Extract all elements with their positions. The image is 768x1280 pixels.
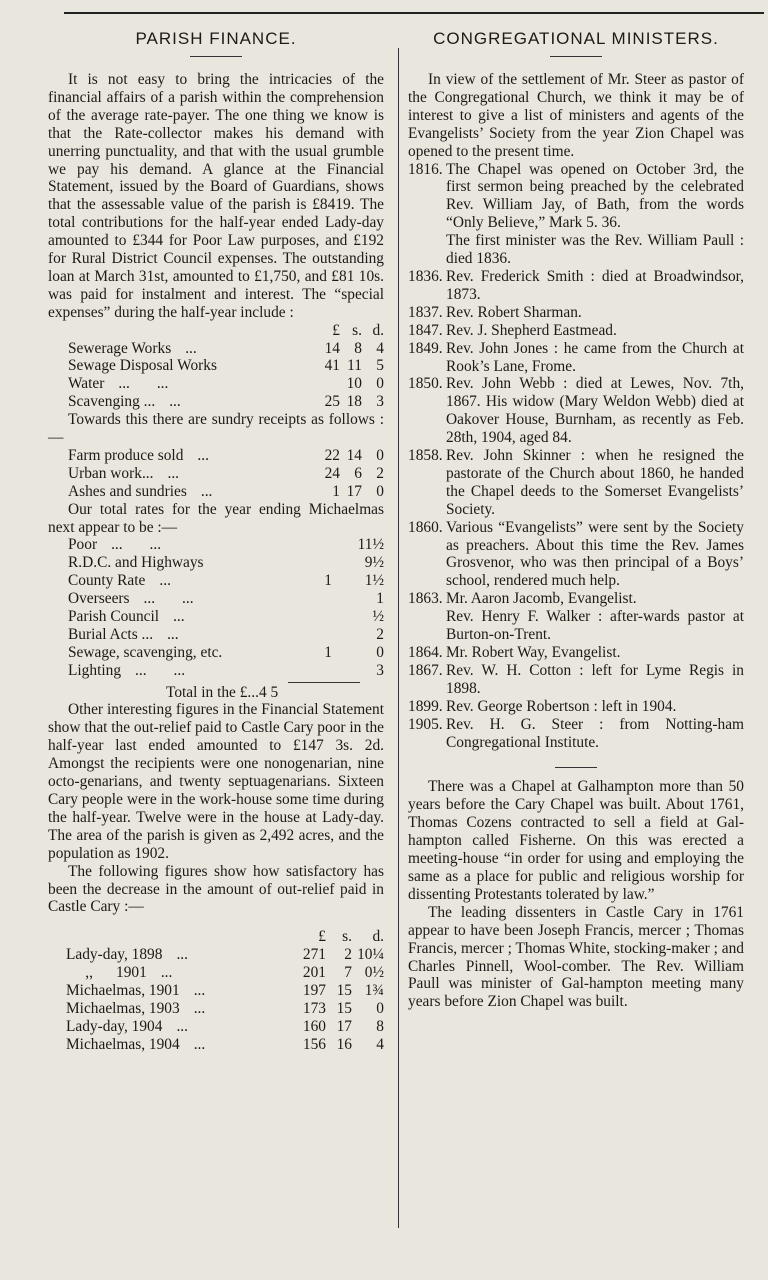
rates-table <box>48 536 384 679</box>
cell-d: 3 <box>376 661 384 679</box>
row-label: Parish Council <box>68 608 160 625</box>
list-item <box>408 519 744 591</box>
receipts-intro: Towards this there are sundry receipts as follows :— <box>48 411 384 447</box>
table-row <box>48 964 384 982</box>
row-label: ,, 1901 <box>66 964 147 982</box>
entry-text: Rev. J. Shepherd Eastmead. <box>446 321 617 339</box>
cell-s <box>312 554 332 572</box>
entry-year: 1905. <box>408 715 443 733</box>
cell-l: 173 <box>302 999 326 1017</box>
table-row <box>48 626 384 644</box>
cell-s: 2 <box>344 946 352 964</box>
table-row <box>48 536 384 554</box>
cell-d: 0 <box>376 643 384 661</box>
cell-s: 17 <box>336 1017 352 1035</box>
cell-d: 0 <box>376 482 384 500</box>
list-item <box>408 716 744 752</box>
relief-header: £ s. d. <box>318 928 384 946</box>
cell-l: 156 <box>302 1035 326 1053</box>
row-dots: ... <box>167 625 179 643</box>
entry-year: 1899. <box>408 697 443 715</box>
row-dots: ... <box>159 572 171 590</box>
row-label: Water <box>68 375 105 393</box>
entry-year: 1860. <box>408 518 443 536</box>
row-label: Lady-day, 1898 <box>66 946 163 964</box>
row-label: Michaelmas, 1901 <box>66 982 180 1000</box>
cell-s: 10 <box>346 375 362 393</box>
cell-d: 9½ <box>364 554 384 572</box>
cell-d: 2 <box>376 625 384 643</box>
cell-l: 24 <box>324 464 340 482</box>
row-dots: ... <box>173 608 185 625</box>
entry-text: Rev. Frederick Smith : died at Broadwindsor, 1873. <box>446 267 744 303</box>
cell-s: 7 <box>344 964 352 982</box>
galhampton-paragraph: There was a Chapel at Galhampton more than 50 years before the Cary Chapel was built. About 1761, Thomas Cozens contracted to sell a field at Gal-hampton called Fisherne. On this was erected a meeting-house “in order for using and employing the same as a place for public and religious worship for dissenting Protestants tolerated by law.” <box>408 778 744 903</box>
table-row <box>48 1036 384 1054</box>
row-label: Lighting <box>68 661 122 679</box>
row-dots: ... <box>167 464 180 482</box>
cell-s <box>312 536 332 554</box>
cell-l: 22 <box>324 446 340 464</box>
row-dots: ... <box>193 1035 206 1053</box>
cell-l: 160 <box>302 1017 326 1035</box>
entry-text: Rev. John Skinner : when he resigned the pastorate of the Church about 1860, he handed the Chapel deeds to the Somerset Evangelists’ Society. <box>446 447 744 518</box>
cell-d: 4 <box>376 1035 384 1053</box>
row-label: Ashes and sundries <box>68 482 187 500</box>
cell-d: 0½ <box>364 964 384 982</box>
relief-table <box>48 946 384 1053</box>
entry-text: Rev. John Webb : died at Lewes, Nov. 7th, 1867. His widow (Mary Weldon Webb) died at Oakover House, Burnham, as recently as Feb. 28th, 1904, aged 84. <box>446 375 744 447</box>
row-label: Sewerage Works <box>68 339 172 357</box>
list-item <box>408 662 744 698</box>
cell-s: 6 <box>354 464 362 482</box>
cell-s <box>312 626 332 644</box>
cell-d: 2 <box>376 464 384 482</box>
row-dots: ... <box>193 982 206 1000</box>
cell-d: 0 <box>376 375 384 393</box>
row-label: Sewage Disposal Works <box>68 357 217 375</box>
row-dots: ... <box>200 482 213 500</box>
row-label: Sewage, scavenging, etc. <box>68 643 223 661</box>
entry-year: 1858. <box>408 447 443 465</box>
list-item <box>408 447 744 519</box>
cell-d: 1½ <box>364 572 384 590</box>
row-dots: ... ... <box>143 590 194 608</box>
entry-year: 1847. <box>408 321 443 339</box>
cell-l: 25 <box>324 393 340 411</box>
finance-intro: It is not easy to bring the intricacies of the financial affairs of a parish within the comprehension of the average rate-payer. The one thing we know is that the Rate-collector makes his demand with unerring punctuality, and that with the usual grumble we pay his demand. A glance at the Financial Statement, issued by the Board of Guardians, shows that the assessable value of the parish is £8419. The total contributions for the half-year ended Lady-day amounted to £344 for Poor Law purposes, and £192 for Rural District Council expenses. The outstanding loan at March 31st, amounted to £1,750, and £81 10s. was paid for instalment and interest. The “special expenses” during the half-year include : <box>48 71 384 321</box>
entry-year: 1837. <box>408 303 443 321</box>
cell-s: 14 <box>346 446 362 464</box>
row-label: Burial Acts ... <box>68 625 154 643</box>
entry-text: Rev. W. H. Cotton : left for Lyme Regis in 1898. <box>446 661 744 697</box>
total-rule <box>288 682 360 683</box>
cell-d: 0 <box>376 999 384 1017</box>
cell-s <box>312 608 332 626</box>
parish-finance-heading: PARISH FINANCE. <box>135 29 297 48</box>
list-item <box>408 644 744 662</box>
heading-rule <box>190 56 242 57</box>
table-row <box>48 644 384 662</box>
cell-s: 1 <box>324 572 332 590</box>
table-row <box>48 946 384 964</box>
other-figures: Other interesting figures in the Financial Statement show that the out-relief paid to Castle Cary poor in the half-year last ended amounted to £147 3s. 2d. Amongst the recipients were one nonogenarian, nine octo-genarians, and twenty septuagenarians. Sixteen Cary people were in the work-house some time during the half-year. Twelve were in the house at Lady-day. The area of the parish is given as 2,492 acres, and the population as 1902. <box>48 701 384 862</box>
section-rule <box>555 767 597 768</box>
row-dots: ... <box>169 393 181 411</box>
cell-d: 5 <box>376 357 384 375</box>
cell-s: 8 <box>354 339 362 357</box>
entry-text: Rev. Robert Sharman. <box>446 303 582 321</box>
row-dots: ... ... <box>111 536 162 554</box>
ministers-heading: CONGREGATIONAL MINISTERS. <box>433 29 719 48</box>
list-item <box>408 268 744 304</box>
cell-l: 41 <box>324 357 340 375</box>
row-dots: ... <box>176 946 188 964</box>
row-label: Urban work... <box>68 464 154 482</box>
row-label: Farm produce sold <box>68 446 184 464</box>
cell-l: 197 <box>302 982 326 1000</box>
cell-d: 11½ <box>357 536 384 554</box>
rates-intro: Our total rates for the year ending Michaelmas next appear to be :— <box>48 500 384 536</box>
cell-l: 201 <box>302 964 326 982</box>
cell-l <box>312 375 340 393</box>
table-row <box>48 447 384 465</box>
cell-s: 18 <box>346 393 362 411</box>
cell-d: 3 <box>376 393 384 411</box>
row-dots: ... <box>160 964 173 982</box>
money-header: £ s. d. <box>332 321 384 339</box>
cell-s: 15 <box>336 982 352 1000</box>
receipts-table <box>48 447 384 501</box>
cell-s: 17 <box>346 482 362 500</box>
entry-year: 1849. <box>408 339 443 357</box>
entry-text: Various “Evangelists” were sent by the Society as preachers. About this time the Rev. James Grosvenor, who was then principal of a Boys’ school, rendered much help. <box>446 518 744 590</box>
row-label: Michaelmas, 1903 <box>66 999 180 1017</box>
cell-d: ½ <box>372 608 384 625</box>
list-item <box>408 161 744 268</box>
row-dots: ... ... <box>135 661 186 679</box>
table-row <box>48 357 384 375</box>
cell-d: 4 <box>376 339 384 357</box>
cell-d: 1¾ <box>364 982 384 1000</box>
table-row <box>48 340 384 358</box>
row-dots: ... <box>197 446 209 464</box>
row-label: Michaelmas, 1904 <box>66 1035 180 1053</box>
entry-text: Mr. Aaron Jacomb, Evangelist. <box>446 590 637 608</box>
row-label: Overseers <box>68 590 130 608</box>
entry-text: Rev. John Jones : he came from the Church at Rook’s Lane, Frome. <box>446 339 744 375</box>
row-dots: ... <box>193 999 206 1017</box>
list-item <box>408 340 744 376</box>
cell-l: 14 <box>324 339 340 357</box>
row-dots: ... <box>176 1017 188 1035</box>
entry-continuation: The first minister was the Rev. William Paull : died 1836. <box>446 232 744 268</box>
table-row <box>48 393 384 411</box>
top-rule <box>64 12 764 14</box>
table-row <box>48 483 384 501</box>
list-item <box>408 322 744 340</box>
entry-year: 1816. <box>408 160 443 178</box>
ministers-list <box>408 161 744 752</box>
ministers-intro: In view of the settlement of Mr. Steer as pastor of the Congregational Church, we think it may be of interest to give a list of ministers and agents of the Evangelists’ Society from the year Zion Chapel was opened to the present time. <box>408 71 744 160</box>
cell-d: 10¼ <box>357 946 384 964</box>
table-row <box>48 465 384 483</box>
cell-l: 1 <box>332 482 340 500</box>
entry-year: 1867. <box>408 661 443 679</box>
entry-year: 1863. <box>408 590 443 608</box>
list-item <box>408 375 744 447</box>
entry-text: Rev. H. G. Steer : from Notting-ham Congregational Institute. <box>446 715 744 751</box>
list-item <box>408 590 744 644</box>
list-item <box>408 698 744 716</box>
cell-d: 1 <box>376 590 384 608</box>
cell-d: 0 <box>376 446 384 464</box>
rates-total: Total in the £...4 5 <box>166 683 279 701</box>
column-divider <box>398 48 399 1228</box>
table-row <box>48 375 384 393</box>
list-item <box>408 304 744 322</box>
cell-l: 271 <box>302 946 326 964</box>
row-label: Lady-day, 1904 <box>66 1017 163 1035</box>
table-row <box>48 608 384 626</box>
cell-s <box>312 662 332 680</box>
table-row <box>48 1000 384 1018</box>
table-row <box>48 662 384 680</box>
entry-year: 1836. <box>408 267 443 285</box>
entry-text: The Chapel was opened on October 3rd, the first sermon being preached by the celebrated Rev. William Jay, of Bath, from the words “Only Believe,” Mark 5. 36. <box>446 160 744 232</box>
entry-text: Mr. Robert Way, Evangelist. <box>446 644 621 661</box>
entry-continuation: Rev. Henry F. Walker : after-wards pastor at Burton-on-Trent. <box>446 608 744 644</box>
relief-intro: The following figures show how satisfactory has been the decrease in the amount of out-relief paid in Castle Cary :— <box>48 862 384 916</box>
row-label: R.D.C. and Highways <box>68 554 204 572</box>
table-row <box>48 982 384 1000</box>
row-dots: ... <box>185 339 197 357</box>
cell-s: 1 <box>324 643 332 661</box>
row-label: Scavenging ... <box>68 393 156 411</box>
row-dots: ... ... <box>118 375 169 393</box>
ministers-column <box>408 28 744 1011</box>
cell-s: 11 <box>347 357 362 375</box>
table-row <box>48 572 384 590</box>
cell-s: 16 <box>336 1035 352 1053</box>
entry-year: 1864. <box>408 644 443 661</box>
row-label: Poor <box>68 536 98 554</box>
row-label: County Rate <box>68 572 146 590</box>
parish-finance-column <box>48 28 384 1054</box>
heading-rule <box>550 56 602 57</box>
table-row <box>48 590 384 608</box>
cell-d: 8 <box>376 1017 384 1035</box>
entry-year: 1850. <box>408 375 443 393</box>
cell-s: 15 <box>336 999 352 1017</box>
table-row <box>48 1018 384 1036</box>
dissenters-paragraph: The leading dissenters in Castle Cary in 1761 appear to have been Joseph Francis, mercer ; Thomas Francis, mercer ; Thomas White, stocking-maker ; and Charles Pinnell, Wool-comber. The Rev. William Paull was minister of Gal-hampton meeting many years before Zion Chapel was built. <box>408 903 744 1011</box>
cell-s <box>312 590 332 608</box>
table-row <box>48 554 384 572</box>
entry-text: Rev. George Robertson : left in 1904. <box>446 697 677 715</box>
expenses-table <box>48 340 384 412</box>
